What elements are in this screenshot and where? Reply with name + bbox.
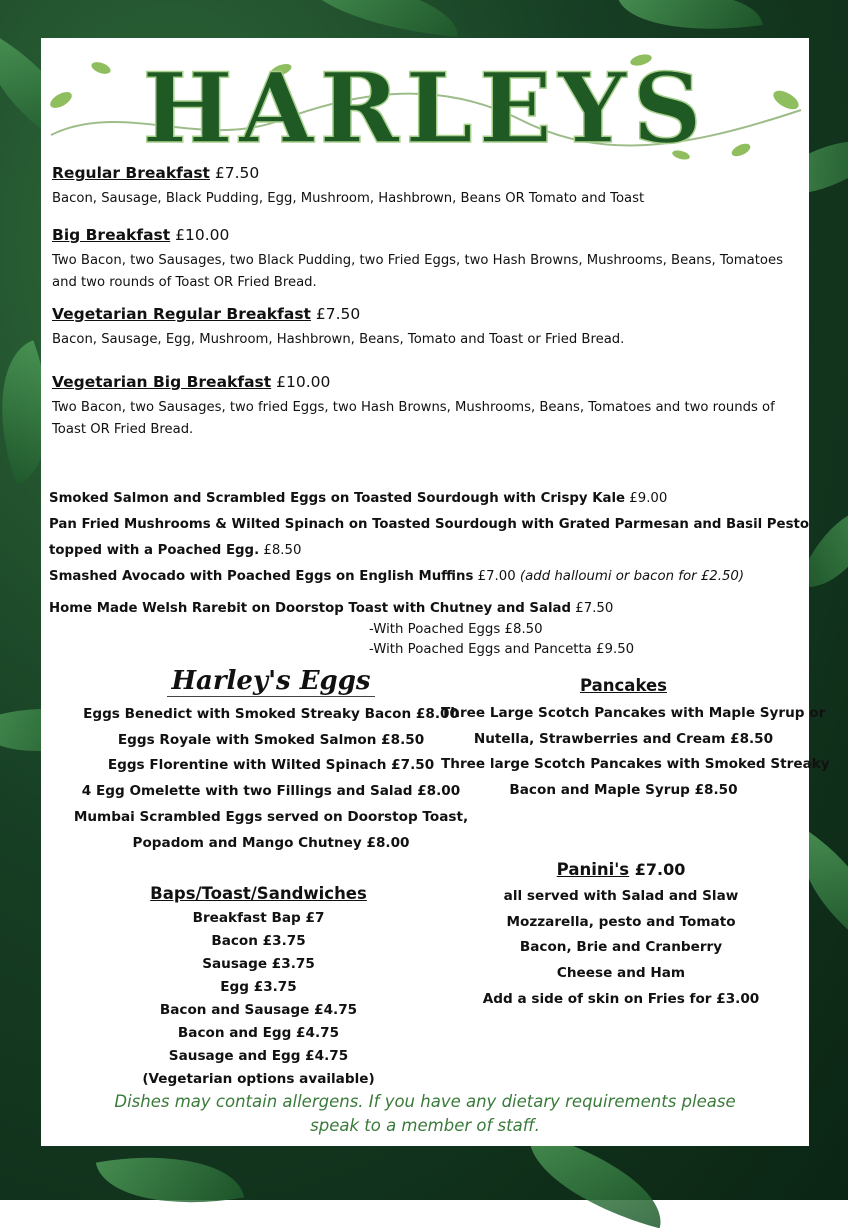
list-item: Mumbai Scrambled Eggs served on Doorstop Toast, — [73, 808, 469, 825]
special-name-cont: topped with a Poached Egg. — [49, 543, 260, 558]
special-price: £8.50 — [263, 543, 302, 558]
list-item: Sausage and Egg £4.75 — [168, 1048, 349, 1064]
menu-item-vegetarian-regular-breakfast — [52, 303, 802, 351]
list-item: Eggs Benedict with Smoked Streaky Bacon £8.00 — [83, 706, 459, 722]
list-item: all served with Salad and Slaw — [503, 888, 739, 904]
list-item: Eggs Royale with Smoked Salmon £8.50 — [117, 731, 425, 748]
special-name: Smoked Salmon and Scrambled Eggs on Toasted Sourdough with Crispy Kale — [49, 491, 626, 506]
allergen-footer — [41, 1090, 809, 1138]
list-item: Three Large Scotch Pancakes with Maple Syrup or — [441, 705, 826, 721]
list-item: 4 Egg Omelette with two Fillings and Salad £8.00 — [81, 783, 461, 800]
special-price: £7.00 — [477, 569, 516, 584]
item-title: Regular Breakfast — [52, 164, 210, 182]
item-price: £10.00 — [175, 226, 230, 244]
special-note: (add halloumi or bacon for £2.50) — [519, 569, 745, 584]
item-description: Bacon, Sausage, Black Pudding, Egg, Mushroom, Hashbrown, Beans OR Tomato and Toast — [52, 191, 645, 206]
rarebit-option: -With Poached Eggs and Pancetta £9.50 — [369, 642, 635, 657]
panini-section — [461, 856, 781, 1013]
item-description: Bacon, Sausage, Egg, Mushroom, Hashbrown, Beans, Tomato and Toast or Fried Bread. — [52, 332, 625, 347]
brand-name: HARLEYS — [142, 52, 708, 162]
special-rarebit — [49, 599, 613, 619]
list-item: Egg £3.75 — [220, 979, 297, 995]
list-item: Nutella, Strawberries and Cream £8.50 — [473, 730, 774, 747]
panini-heading: Panini's — [556, 860, 630, 879]
footer-line: speak to a member of staff. — [310, 1116, 540, 1135]
pancakes-section — [441, 671, 830, 804]
special-name: Pan Fried Mushrooms & Wilted Spinach on Toasted Sourdough with Grated Parmesan and Basil Pesto — [49, 517, 809, 532]
menu-item-vegetarian-big-breakfast — [52, 371, 802, 441]
list-item: Eggs Florentine with Wilted Spinach £7.50 — [107, 757, 435, 774]
item-title: Vegetarian Regular Breakfast — [52, 305, 311, 323]
list-item: Breakfast Bap £7 — [192, 910, 325, 926]
baps-heading: Baps/Toast/Sandwiches — [150, 884, 367, 903]
item-price: £7.50 — [214, 164, 260, 182]
panini-price: £7.00 — [634, 860, 686, 879]
list-item: Bacon and Egg £4.75 — [177, 1025, 340, 1041]
list-item: Popadom and Mango Chutney £8.00 — [132, 834, 410, 851]
pancakes-heading: Pancakes — [580, 676, 667, 695]
item-description: Two Bacon, two Sausages, two fried Eggs, two Hash Browns, Mushrooms, Beans, Tomatoes and two rounds of Toast OR Fried Bread. — [52, 400, 775, 437]
special-mushrooms-cont — [49, 541, 301, 561]
item-title: Vegetarian Big Breakfast — [52, 373, 272, 391]
item-price: £10.00 — [276, 373, 331, 391]
special-avocado — [49, 567, 744, 587]
item-title: Big Breakfast — [52, 226, 171, 244]
menu-item-regular-breakfast — [52, 162, 802, 210]
item-price: £7.50 — [315, 305, 361, 323]
special-name: Home Made Welsh Rarebit on Doorstop Toast with Chutney and Salad — [49, 601, 572, 616]
baps-section — [101, 881, 416, 1091]
special-price: £7.50 — [575, 601, 614, 616]
list-item: Bacon, Brie and Cranberry — [519, 939, 723, 956]
footer-line: Dishes may contain allergens. If you have any dietary requirements please — [114, 1092, 736, 1111]
list-item: Bacon and Sausage £4.75 — [159, 1002, 358, 1018]
list-item: Mozzarella, pesto and Tomato — [506, 913, 736, 930]
special-name: Smashed Avocado with Poached Eggs on English Muffins — [49, 569, 474, 584]
menu-item-big-breakfast — [52, 224, 802, 294]
eggs-heading: Harley's Eggs — [167, 666, 374, 697]
list-item: Cheese and Ham — [556, 965, 686, 982]
menu-sheet — [41, 38, 830, 1146]
special-mushrooms — [49, 515, 809, 535]
list-item: Three large Scotch Pancakes with Smoked Streaky — [441, 756, 830, 773]
eggs-section — [61, 666, 481, 856]
list-item: Bacon £3.75 — [211, 933, 306, 949]
special-salmon — [49, 489, 667, 509]
rarebit-option: -With Poached Eggs £8.50 — [369, 622, 543, 637]
list-item: Bacon and Maple Syrup £8.50 — [509, 782, 738, 799]
list-item: (Vegetarian options available) — [142, 1071, 375, 1087]
item-description: Two Bacon, two Sausages, two Black Pudding, two Fried Eggs, two Hash Browns, Mushrooms, Beans, Tomatoes and two rounds of Toast OR Fried Bread. — [52, 253, 783, 290]
list-item: Sausage £3.75 — [202, 956, 315, 972]
special-price: £9.00 — [629, 491, 668, 506]
harleys-logo — [41, 40, 809, 162]
list-item: Add a side of skin on Fries for £3.00 — [482, 990, 760, 1007]
